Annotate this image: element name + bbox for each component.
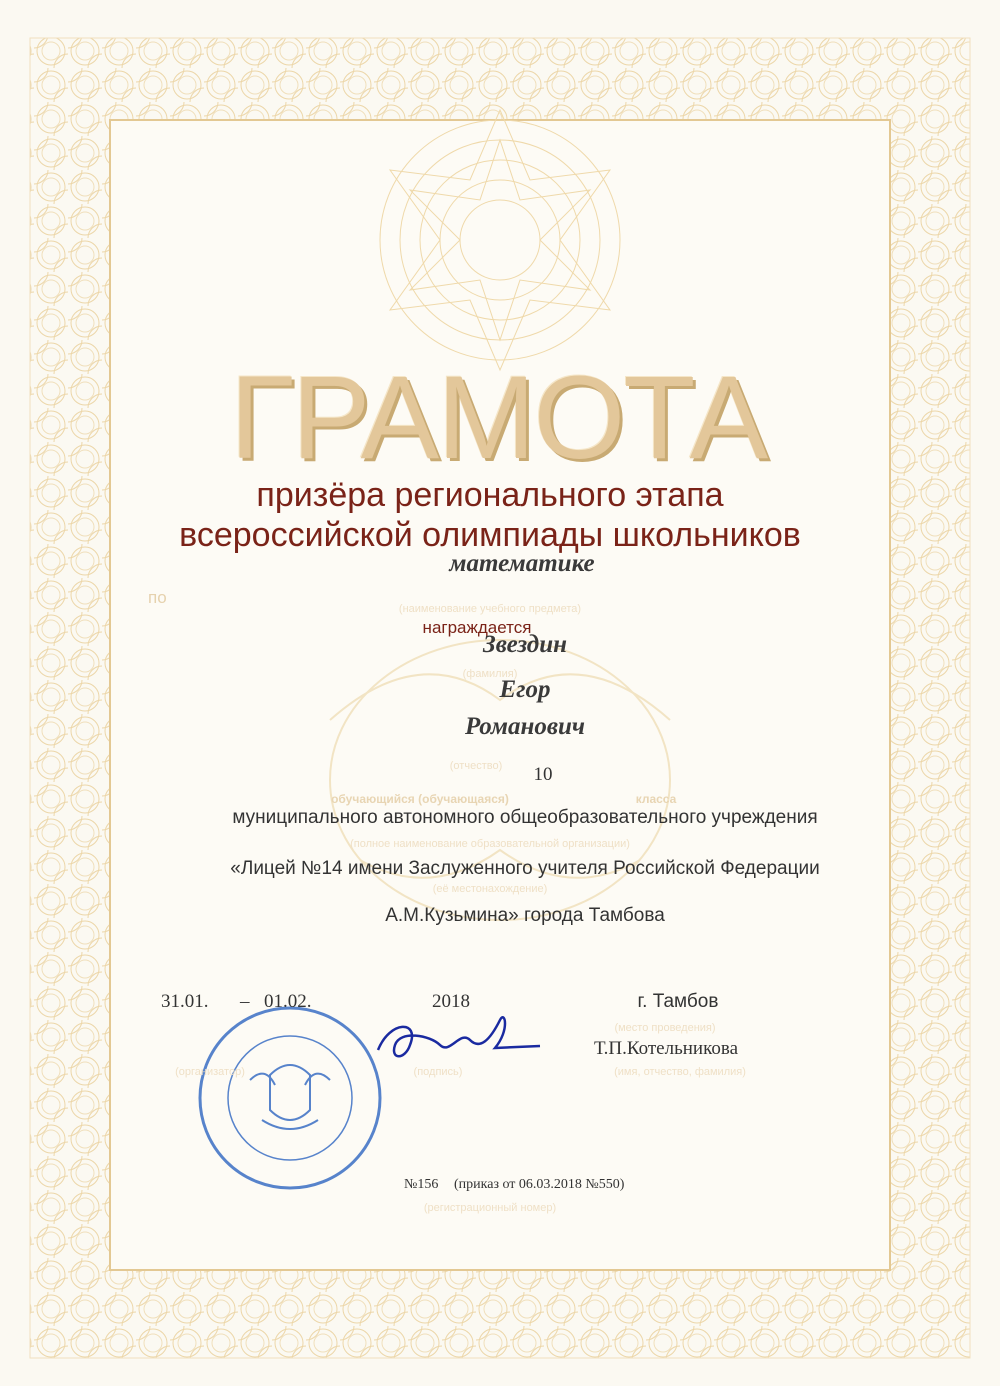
school-line2: «Лицей №14 имени Заслуженного учителя Российской Федерации <box>230 858 820 879</box>
year-value: 2018 <box>432 991 470 1012</box>
registration-caption: (регистрационный номер) <box>423 1202 557 1214</box>
date-dash: – <box>240 991 250 1012</box>
surname-caption: (фамилия) <box>462 668 518 680</box>
school-caption2: (её местонахождение) <box>432 883 548 895</box>
city-value: г. Тамбов <box>637 991 719 1012</box>
awarded-label: награждается <box>422 618 532 637</box>
school-caption: (полное наименование образовательной организации) <box>350 838 630 850</box>
registration-number: №156 <box>404 1177 439 1192</box>
name-caption: (имя, отчество, фамилия) <box>614 1066 746 1078</box>
certificate-title: ГРАМОТА <box>229 352 767 484</box>
date-from: 31.01. <box>161 991 209 1012</box>
subject-caption: (наименование учебного предмета) <box>398 603 582 615</box>
grade-label: класса <box>635 792 677 806</box>
organizer-caption: (организатор) <box>175 1066 245 1078</box>
subject-prefix: по <box>148 588 167 607</box>
grade-value: 10 <box>533 764 553 785</box>
date-to: 01.02. <box>264 991 312 1012</box>
order-reference: (приказ от 06.03.2018 №550) <box>454 1177 625 1192</box>
school-line1: муниципального автономного общеобразовательного учреждения <box>232 807 818 828</box>
subtitle-line1: призёра регионального этапа <box>256 476 724 514</box>
signature-caption: (подпись) <box>413 1066 463 1078</box>
subtitle-line2: всероссийской олимпиады школьников <box>179 516 801 554</box>
patronymic-caption: (отчество) <box>449 760 503 772</box>
student-label: обучающийся (обучающаяся) <box>331 792 509 806</box>
subject-value: математике <box>449 550 595 577</box>
patronymic-value: Романович <box>464 713 586 740</box>
signer-name: Т.П.Котельникова <box>593 1038 739 1059</box>
first-name-value: Егор <box>499 676 551 703</box>
school-line3: А.М.Кузьмина» города Тамбова <box>385 905 665 926</box>
surname-value: Звездин <box>483 631 567 658</box>
place-caption: (место проведения) <box>614 1022 716 1034</box>
